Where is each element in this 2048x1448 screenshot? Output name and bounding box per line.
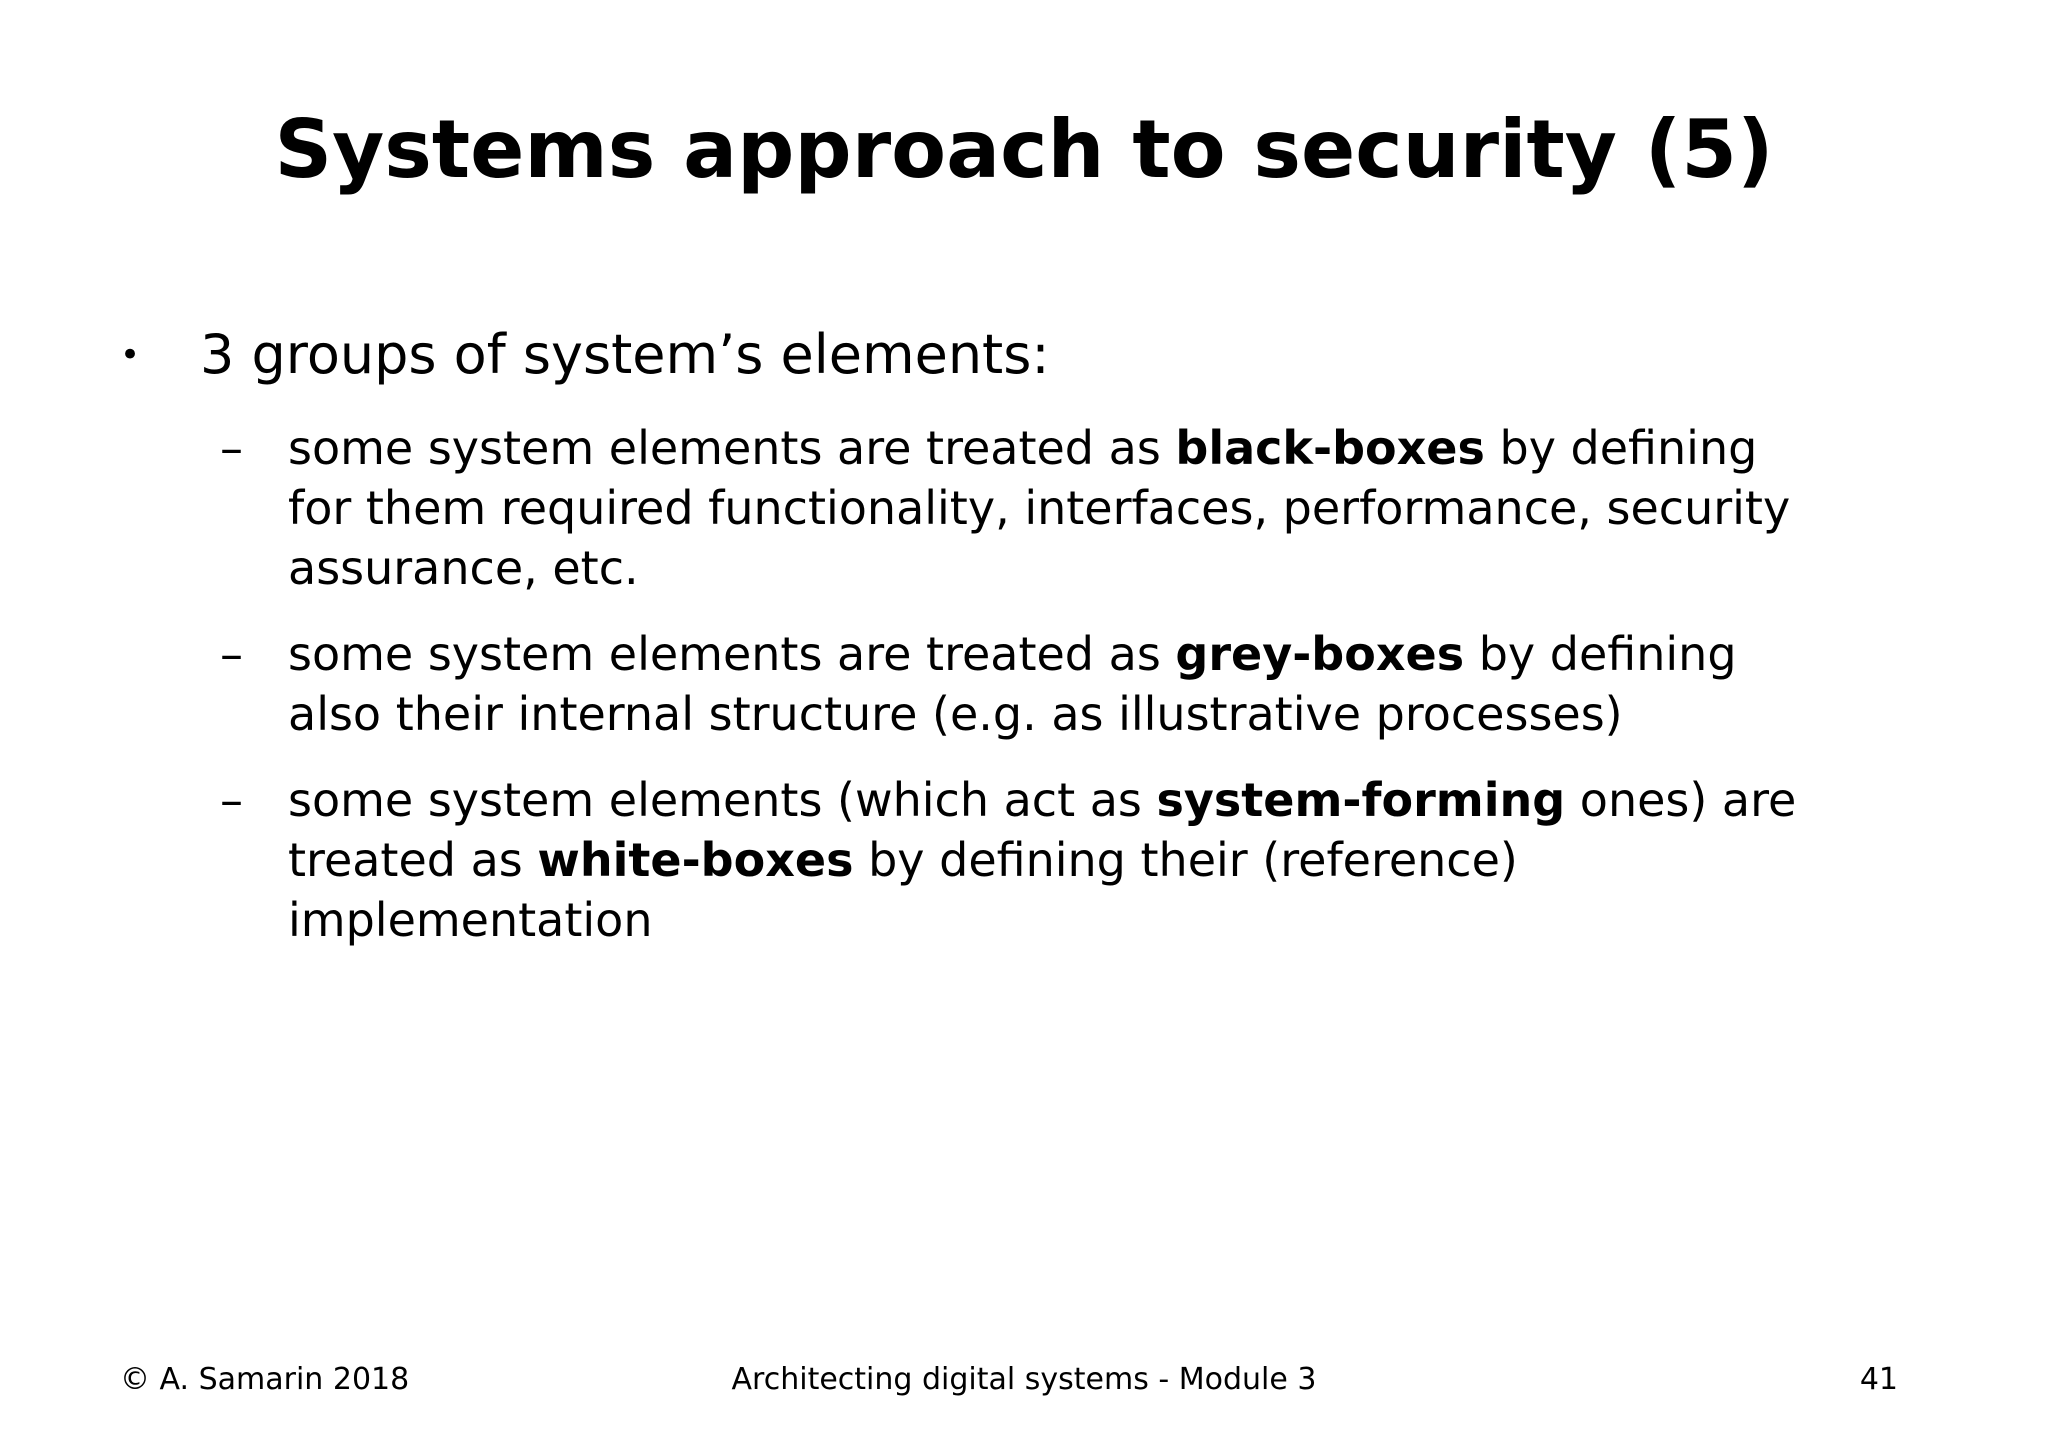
text-span: by defining <box>1464 627 1737 681</box>
dash-marker: – <box>220 627 243 681</box>
text-line: for them required functionality, interfaces, performance, security <box>288 481 1791 535</box>
bold-term: grey-boxes <box>1175 627 1465 681</box>
text-line: implementation <box>288 893 653 947</box>
bold-term: white-boxes <box>537 833 854 887</box>
text-span: by defining their (reference) <box>853 833 1518 887</box>
dash-marker: – <box>220 421 243 475</box>
text-span: some system elements are treated as <box>288 421 1176 475</box>
text-line <box>288 770 1928 830</box>
text-line: assurance, etc. <box>288 541 639 595</box>
sub-item-text <box>288 418 1928 598</box>
bullet-text: 3 groups of system’s elements: <box>200 323 1050 386</box>
text-line: also their internal structure (e.g. as illustrative processes) <box>288 687 1623 741</box>
text-line <box>288 418 1928 478</box>
footer-copyright: © A. Samarin 2018 <box>120 1362 410 1397</box>
text-line <box>288 830 1928 890</box>
footer-page-number: 41 <box>1859 1362 1898 1397</box>
slide-title: Systems approach to security (5) <box>274 103 1774 196</box>
sub-item-text <box>288 624 1928 744</box>
text-span: ones) are <box>1565 773 1797 827</box>
text-span: some system elements are treated as <box>288 627 1176 681</box>
bold-term: system-forming <box>1156 773 1566 827</box>
sub-item-text <box>288 770 1928 950</box>
bullet-marker: • <box>120 335 141 375</box>
text-line <box>288 624 1928 684</box>
text-span: by defining <box>1484 421 1758 475</box>
text-span: treated as <box>288 833 538 887</box>
footer-course-title: Architecting digital systems - Module 3 <box>731 1362 1317 1397</box>
text-span: some system elements (which act as <box>288 773 1157 827</box>
bold-term: black-boxes <box>1175 421 1485 475</box>
dash-marker: – <box>220 773 243 827</box>
